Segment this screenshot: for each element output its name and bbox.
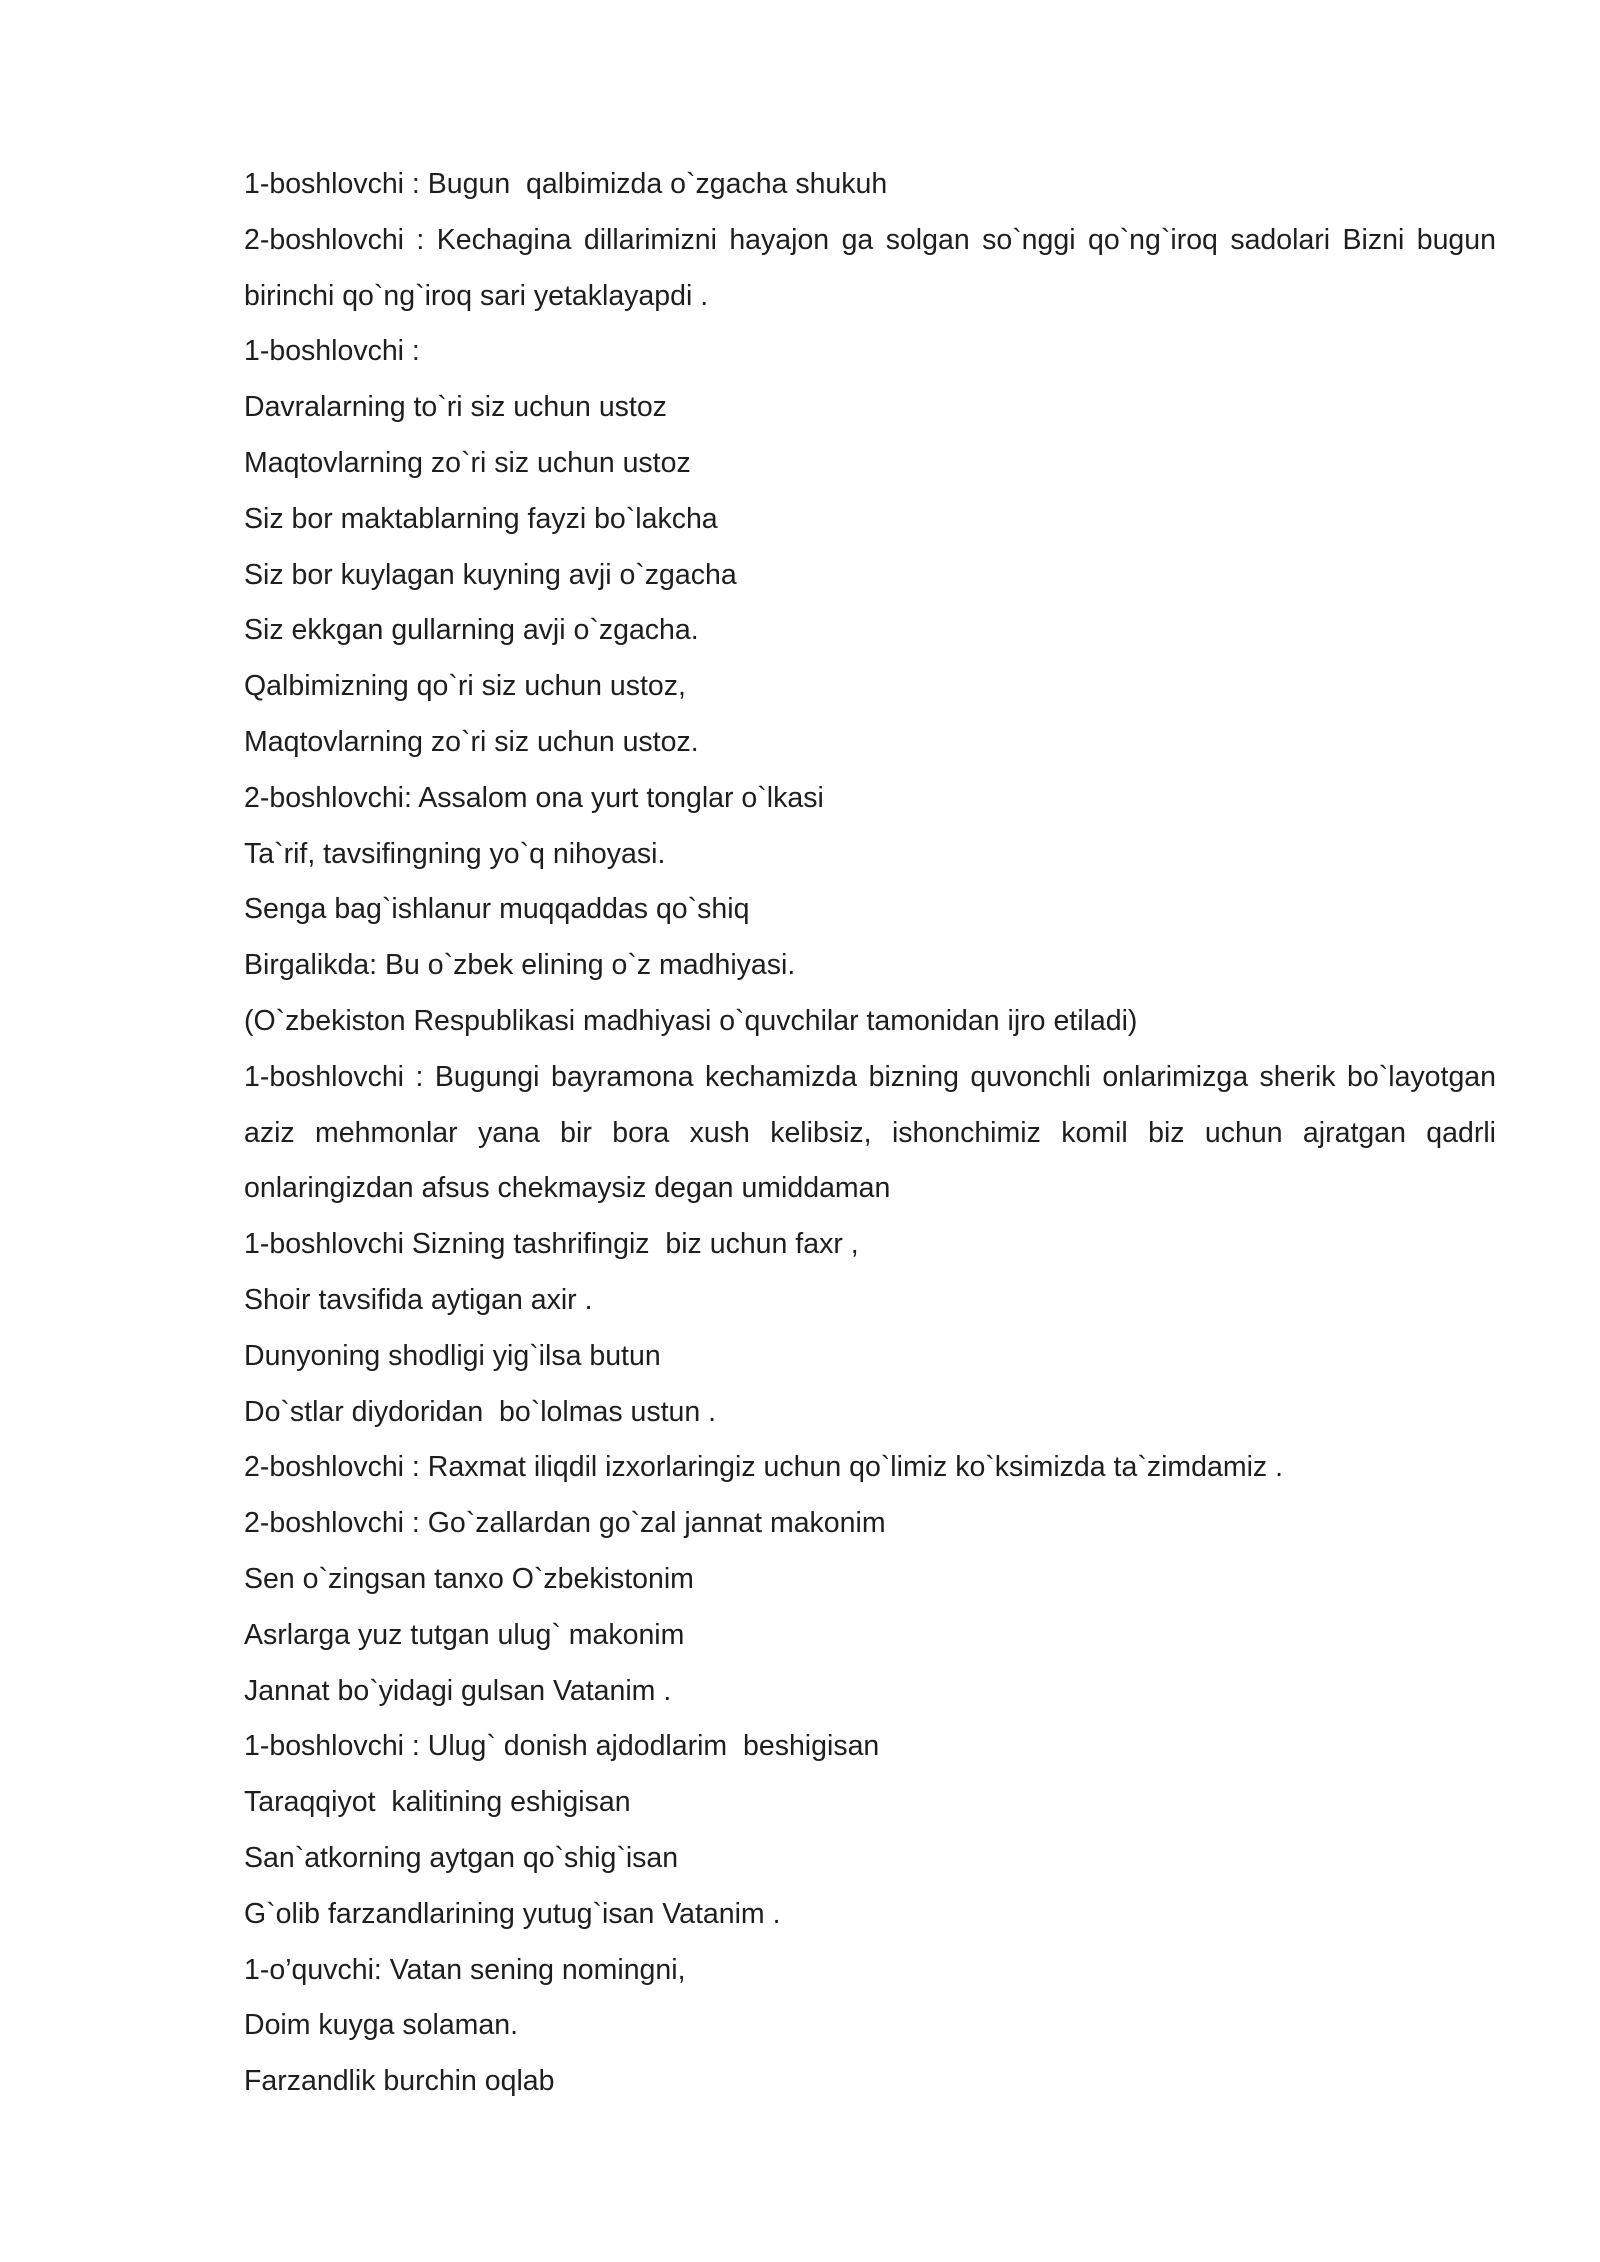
text-line: 1-boshlovchi Sizning tashrifingiz biz uchun faxr , [244,1228,859,1261]
text-line: 1-o’quvchi: Vatan sening nomingni, [244,1953,686,1986]
text-line: Doim kuyga solaman. [244,2009,519,2042]
text-line: Sen o`zingsan tanxo O`zbekistonim [244,1562,694,1595]
text-line: Maqtovlarning zo`ri siz uchun ustoz [244,446,691,479]
text-line: San`atkorning aytgan qo`shig`isan [244,1841,679,1874]
text-line: 2-boshlovchi : Go`zallardan go`zal jannat makonim [244,1507,886,1540]
text-line: 1-boshlovchi : [244,335,420,368]
text-line: Asrlarga yuz tutgan ulug` makonim [244,1618,685,1651]
text-line: 2-boshlovchi: Assalom ona yurt tonglar o`lkasi [244,781,824,814]
text-paragraph: 2-boshlovchi : Kechagina dillarimizni hayajon ga solgan so`nggi qo`ng`iroq sadolari Bizni bugun birinchi qo`ng`iroq sari yetaklayapdi . [244,223,1496,312]
text-line: (O`zbekiston Respublikasi madhiyasi o`quvchilar tamonidan ijro etiladi) [244,1004,1138,1037]
text-line: Maqtovlarning zo`ri siz uchun ustoz. [244,725,699,758]
text-line: Siz bor maktablarning fayzi bo`lakcha [244,502,718,535]
text-line: Do`stlar diydoridan bo`lolmas ustun . [244,1395,717,1428]
document-body [244,157,1496,2110]
text-line: Siz bor kuylagan kuyning avji o`zgacha [244,558,737,591]
text-line: Jannat bo`yidagi gulsan Vatanim . [244,1674,672,1707]
text-line: 1-boshlovchi : Ulug` donish ajdodlarim beshigisan [244,1730,880,1763]
text-line: Qalbimizning qo`ri siz uchun ustoz, [244,670,686,703]
text-line: Taraqqiyot kalitining eshigisan [244,1786,631,1819]
text-line: Dunyoning shodligi yig`ilsa butun [244,1339,661,1372]
text-paragraph: 1-boshlovchi : Bugungi bayramona kechamizda bizning quvonchli onlarimizga sherik bo`layotgan aziz mehmonlar yana bir bora xush kelibsiz, ishonchimiz komil biz uchun ajratgan qadrli onlaringizdan afsus chekmaysiz degan umiddaman [244,1060,1496,1205]
text-line: 2-boshlovchi : Raxmat iliqdil izxorlaringiz uchun qo`limiz ko`ksimizda ta`zimdamiz . [244,1451,1283,1484]
text-line: Farzandlik burchin oqlab [244,2065,555,2098]
text-line: 1-boshlovchi : Bugun qalbimizda o`zgacha shukuh [244,168,888,200]
text-line: Birgalikda: Bu o`zbek elining o`z madhiyasi. [244,949,796,982]
text-line: Shoir tavsifida aytigan axir . [244,1283,593,1316]
text-line: Davralarning to`ri siz uchun ustoz [244,391,667,424]
text-line: Ta`rif, tavsifingning yo`q nihoyasi. [244,837,666,870]
text-line: Senga bag`ishlanur muqqaddas qo`shiq [244,893,750,926]
text-line: G`olib farzandlarining yutug`isan Vatanim . [244,1897,781,1930]
text-line: Siz ekkgan gullarning avji o`zgacha. [244,614,699,647]
